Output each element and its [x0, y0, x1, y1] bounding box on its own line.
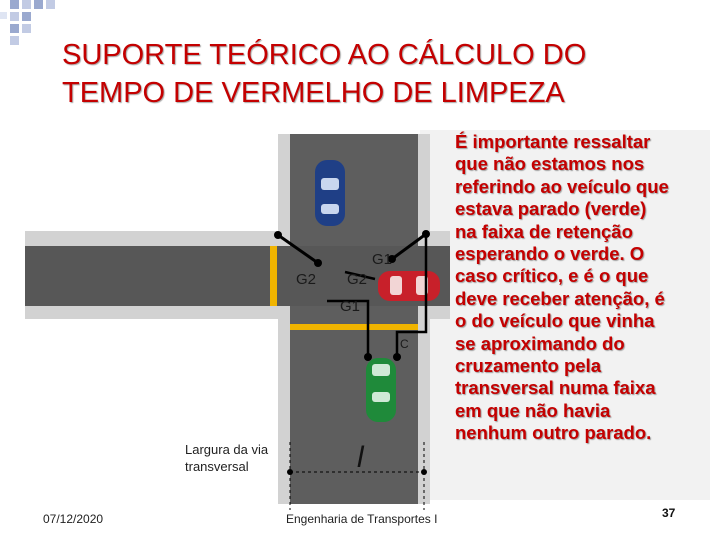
label-g2-left: G2	[296, 271, 317, 288]
body-line-5: na faixa de retenção	[455, 220, 633, 242]
body-line-13: em que não havia	[455, 399, 611, 421]
crossing-width-label-line-1: Largura da via	[185, 442, 269, 457]
stop-line-bottom	[290, 324, 418, 330]
green-car-icon	[366, 358, 396, 422]
body-line-2: que não estamos nos	[455, 153, 645, 175]
red-car-icon	[378, 271, 440, 301]
stop-line-left	[270, 246, 277, 306]
body-line-10: se aproximando do	[455, 332, 625, 354]
slide-title-line-2: TEMPO DE VERMELHO DE LIMPEZA	[62, 77, 565, 109]
body-line-3: referindo ao veículo que	[455, 175, 669, 197]
slide-title-line-1: SUPORTE TEÓRICO AO CÁLCULO DO	[62, 39, 587, 71]
footer-date: 07/12/2020	[43, 512, 104, 526]
corner-squares-decoration	[0, 0, 60, 50]
label-l: l	[357, 441, 364, 474]
slide-body-text	[455, 131, 717, 445]
body-line-14: nenhum outro parado.	[455, 422, 652, 444]
body-line-4: estava parado (verde)	[455, 198, 647, 220]
label-g1-bottom: G1	[340, 298, 361, 315]
body-line-11: cruzamento pela	[455, 355, 601, 377]
body-line-6: esperando o verde. O	[455, 243, 645, 265]
body-line-7: caso crítico, e é o que	[455, 265, 649, 287]
slide-title	[62, 36, 662, 112]
crossing-width-label-line-2: transversal	[185, 459, 249, 474]
crossing-width-label	[185, 441, 268, 475]
page-number: 37	[662, 506, 676, 520]
label-g1-top: G1	[372, 251, 393, 268]
body-line-9: o do veículo que vinha	[455, 310, 655, 332]
body-line-12: transversal numa faixa	[455, 377, 656, 399]
label-c: C	[400, 337, 409, 351]
label-g2-right: G2	[347, 271, 368, 288]
body-line-1: É importante ressaltar	[455, 131, 651, 152]
body-line-8: deve receber atenção, é	[455, 287, 665, 309]
blue-car-icon	[315, 160, 345, 226]
footer-course: Engenharia de Transportes I	[286, 512, 438, 526]
vertical-road	[290, 134, 418, 504]
